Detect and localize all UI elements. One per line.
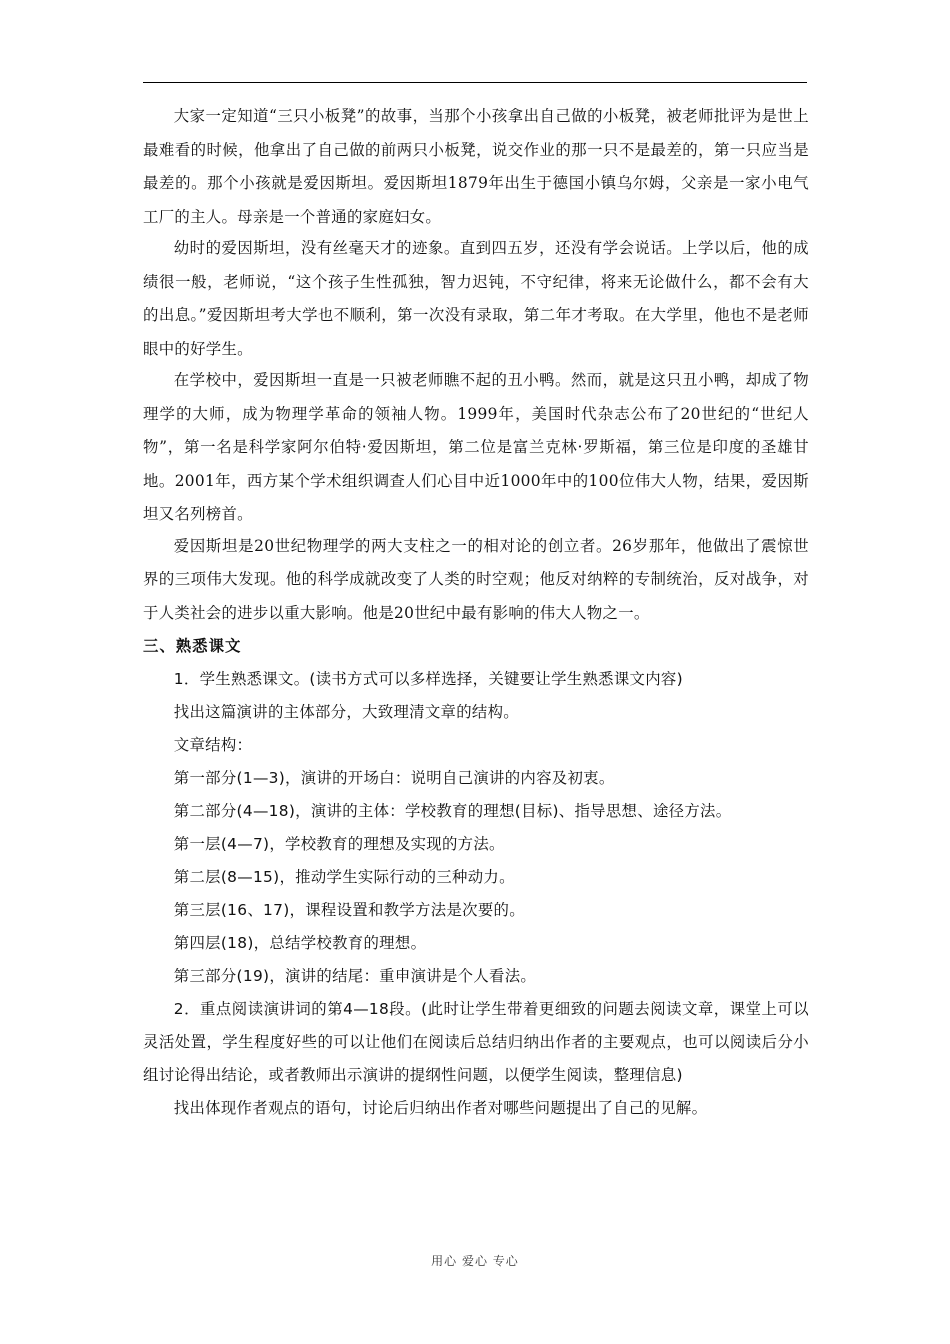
section-line: 第二部分(4—18)，演讲的主体：学校教育的理想(目标)、指导思想、途径方法。 <box>173 802 732 820</box>
section-line: 第一层(4—7)，学校教育的理想及实现的方法。 <box>173 835 505 853</box>
section-line: 文章结构： <box>173 736 253 754</box>
section-line: 第三层(16、17)，课程设置和教学方法是次要的。 <box>173 901 525 919</box>
task-2-followup: 找出体现作者观点的语句，讨论后归纳出作者对哪些问题提出了自己的见解。 <box>173 1099 708 1117</box>
page-body <box>143 100 809 1125</box>
section-line: 第二层(8—15)，推动学生实际行动的三种动力。 <box>173 868 515 886</box>
page-footer: 用心 爱心 专心 <box>431 1254 519 1268</box>
paragraph-relativity: 爱因斯坦是20世纪物理学的两大支柱之一的相对论的创立者。26岁那年，他做出了震惊世界的三项伟大发现。他的科学成就改变了人类的时空观；他反对纳粹的专制统治，反对战争，对于人类社会的进步以重大影响。他是20世纪中最有影响的伟大人物之一。 <box>143 536 809 622</box>
section-line: 第三部分(19)，演讲的结尾：重申演讲是个人看法。 <box>173 967 537 985</box>
paragraph-ugly-duckling: 在学校中，爱因斯坦一直是一只被老师瞧不起的丑小鸭。然而，就是这只丑小鸭，却成了物理学的大师，成为物理学革命的领袖人物。1999年，美国时代杂志公布了20世纪的“世纪人物”，第一名是科学家阿尔伯特·爱因斯坦，第二位是富兰克林·罗斯福，第三位是印度的圣雄甘地。2001年，西方某个学术组织调查人们心目中近1000年中的100位伟大人物，结果，爱因斯坦又名列榜首。 <box>143 371 809 523</box>
task-2-paragraph: 2．重点阅读演讲词的第4—18段。(此时让学生带着更细致的问题去阅读文章，课堂上可以灵活处置，学生程度好些的可以让他们在阅读后总结归纳出作者的主要观点，也可以阅读后分小组讨论得出结论，或者教师出示演讲的提纲性问题，以便学生阅读，整理信息) <box>143 1000 809 1084</box>
paragraph-childhood: 幼时的爱因斯坦，没有丝毫天才的迹象。直到四五岁，还没有学会说话。上学以后，他的成绩很一般，老师说，“这个孩子生性孤独，智力迟钝，不守纪律，将来无论做什么，都不会有大的出息。”爱因斯坦考大学也不顺利，第一次没有录取，第二年才考取。在大学里，他也不是老师眼中的好学生。 <box>143 239 809 358</box>
section-line: 1．学生熟悉课文。(读书方式可以多样选择，关键要让学生熟悉课文内容) <box>173 670 683 688</box>
paragraph-three-stools: 大家一定知道“三只小板凳”的故事，当那个小孩拿出自己做的小板凳，被老师批评为是世上最难看的时候，他拿出了自己做的前两只小板凳，说交作业的那一只不是最差的，第一只应当是最差的。那个小孩就是爱因斯坦。爱因斯坦1879年出生于德国小镇乌尔姆，父亲是一家小电气工厂的主人。母亲是一个普通的家庭妇女。 <box>143 107 809 226</box>
section-line: 第四层(18)，总结学校教育的理想。 <box>173 934 427 952</box>
section-line: 找出这篇演讲的主体部分，大致理清文章的结构。 <box>173 703 519 721</box>
section-heading: 三、熟悉课文 <box>143 637 242 655</box>
header-rule <box>143 82 807 83</box>
section-line: 第一部分(1—3)，演讲的开场白：说明自己演讲的内容及初衷。 <box>173 769 615 787</box>
